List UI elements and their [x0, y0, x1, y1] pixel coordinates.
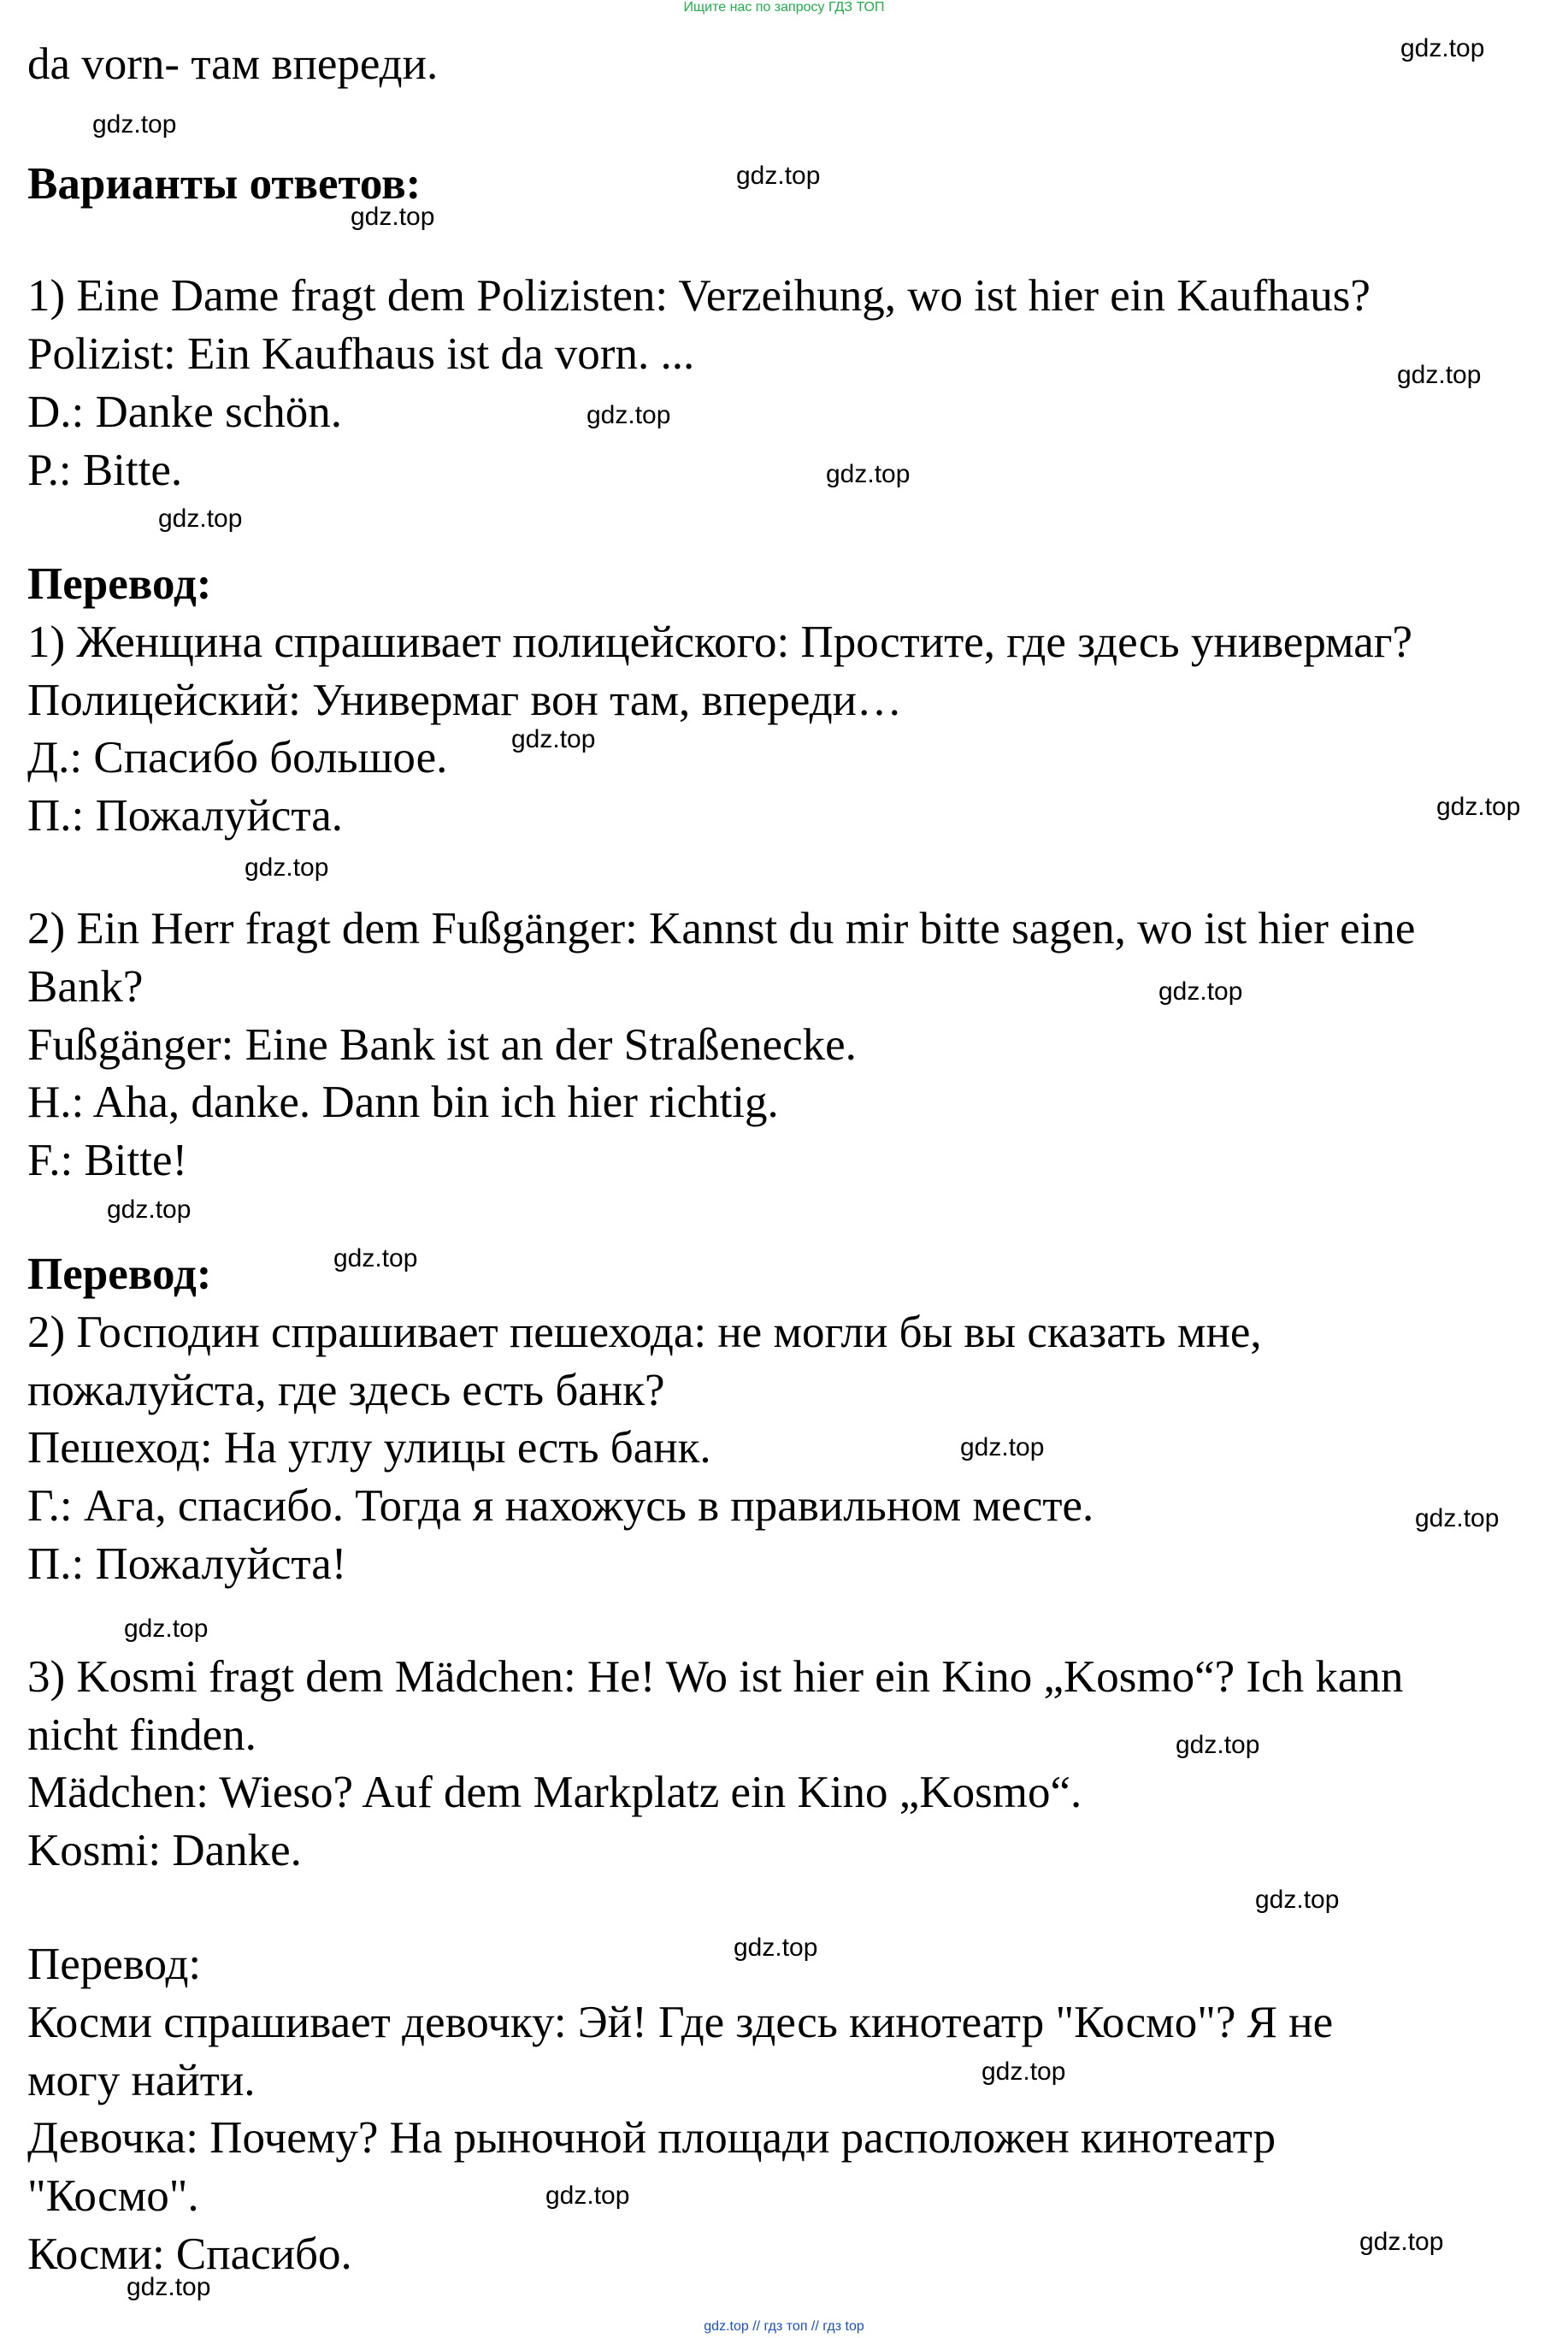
- translation-3-heading: Перевод:: [27, 1939, 202, 1989]
- watermark: gdz.top: [1176, 1731, 1260, 1759]
- translation-2-heading: Перевод:: [27, 1249, 212, 1299]
- translation-3-line-2: могу найти.: [27, 2056, 256, 2105]
- watermark: gdz.top: [351, 203, 435, 231]
- translation-3-line-1: Косми спрашивает девочку: Эй! Где здесь кинотеатр "Космо"? Я не: [27, 1998, 1334, 2047]
- translation-3-line-5: Косми: Спасибо.: [27, 2229, 352, 2279]
- dialogue-3-line-4: Kosmi: Danke.: [27, 1826, 302, 1875]
- dialogue-3-line-3: Mädchen: Wieso? Auf dem Markplatz ein Kino „Kosmo“.: [27, 1768, 1082, 1817]
- watermark: gdz.top: [1359, 2228, 1444, 2256]
- dialogue-3-line-2: nicht finden.: [27, 1710, 256, 1760]
- footer-links[interactable]: gdz.top // гдз топ // гдз top: [704, 2319, 864, 2334]
- watermark: gdz.top: [960, 1433, 1045, 1461]
- translation-3-line-3: Девочка: Почему? На рыночной площади расположен кинотеатр: [27, 2113, 1276, 2163]
- dialogue-2-line-4: H.: Aha, danke. Dann bin ich hier richtig.: [27, 1077, 779, 1127]
- watermark: gdz.top: [92, 110, 177, 139]
- watermark: gdz.top: [124, 1615, 209, 1643]
- translation-2-line-4: Г.: Ага, спасибо. Тогда я нахожусь в правильном месте.: [27, 1481, 1094, 1531]
- answers-heading: Варианты ответов:: [27, 159, 421, 209]
- watermark: gdz.top: [1436, 793, 1521, 821]
- top-banner[interactable]: Ищите нас по запросу ГДЗ ТОП: [683, 0, 885, 15]
- watermark: gdz.top: [158, 505, 243, 533]
- translation-1-line-3: Д.: Спасибо большое.: [27, 733, 448, 782]
- translation-1-line-1: 1) Женщина спрашивает полицейского: Простите, где здесь универмаг?: [27, 617, 1412, 667]
- translation-3-line-4: "Космо".: [27, 2171, 199, 2221]
- dialogue-3-line-1: 3) Kosmi fragt dem Mädchen: He! Wo ist hier ein Kino „Kosmo“? Ich kann: [27, 1652, 1404, 1702]
- watermark: gdz.top: [1397, 361, 1482, 389]
- translation-2-line-3: Пешеход: На углу улицы есть банк.: [27, 1423, 711, 1473]
- watermark: gdz.top: [1255, 1886, 1340, 1914]
- translation-1-heading: Перевод:: [27, 559, 212, 609]
- watermark: gdz.top: [127, 2273, 211, 2301]
- dialogue-2-line-2: Bank?: [27, 962, 144, 1012]
- vocab-line: da vorn- там впереди.: [27, 39, 439, 89]
- watermark: gdz.top: [107, 1196, 192, 1224]
- translation-2-line-5: П.: Пожалуйста!: [27, 1539, 347, 1589]
- watermark: gdz.top: [511, 725, 596, 753]
- dialogue-1-line-3: D.: Danke schön.: [27, 387, 342, 437]
- watermark: gdz.top: [1158, 977, 1243, 1006]
- watermark: gdz.top: [826, 460, 911, 488]
- watermark: gdz.top: [545, 2182, 630, 2210]
- watermark: gdz.top: [734, 1934, 818, 1962]
- watermark: gdz.top: [333, 1244, 418, 1272]
- watermark: gdz.top: [1400, 34, 1485, 62]
- dialogue-2-line-5: F.: Bitte!: [27, 1136, 188, 1185]
- translation-1-line-4: П.: Пожалуйста.: [27, 791, 343, 841]
- translation-2-line-2: пожалуйста, где здесь есть банк?: [27, 1366, 665, 1415]
- watermark: gdz.top: [981, 2058, 1066, 2086]
- dialogue-2-line-3: Fußgänger: Eine Bank ist an der Straßenecke.: [27, 1020, 857, 1070]
- watermark: gdz.top: [587, 401, 671, 429]
- dialogue-1-line-2: Polizist: Ein Kaufhaus ist da vorn. ...: [27, 329, 695, 379]
- watermark: gdz.top: [736, 162, 821, 190]
- dialogue-1-line-1: 1) Eine Dame fragt dem Polizisten: Verzeihung, wo ist hier ein Kaufhaus?: [27, 271, 1371, 321]
- watermark: gdz.top: [1415, 1504, 1500, 1532]
- dialogue-1-line-4: P.: Bitte.: [27, 446, 183, 495]
- watermark: gdz.top: [245, 853, 329, 882]
- dialogue-2-line-1: 2) Ein Herr fragt dem Fußgänger: Kannst du mir bitte sagen, wo ist hier eine: [27, 904, 1416, 954]
- translation-2-line-1: 2) Господин спрашивает пешехода: не могли бы вы сказать мне,: [27, 1308, 1262, 1357]
- translation-1-line-2: Полицейский: Универмаг вон там, впереди…: [27, 676, 903, 725]
